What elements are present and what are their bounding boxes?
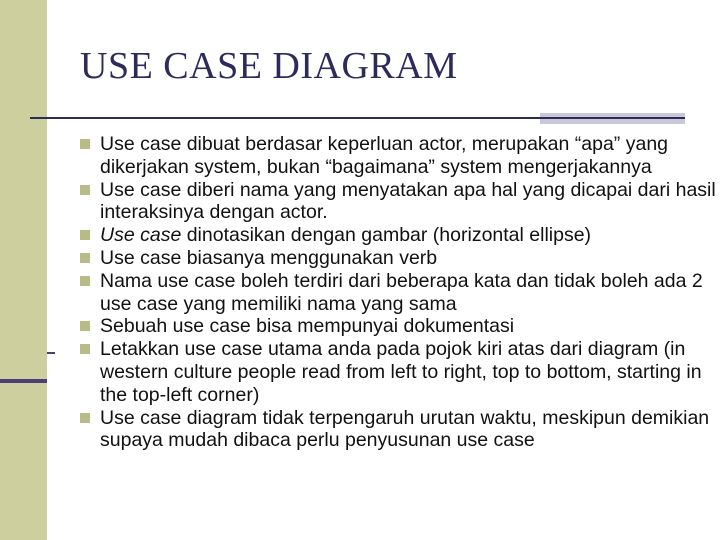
bullet-italic-text: Use case [100,224,182,247]
bullet-item [78,407,718,453]
bullet-item [78,224,718,247]
bullet-item [78,133,718,179]
band-accent-mark [0,379,47,383]
square-bullet-icon [80,276,90,286]
bullet-text: Use case dibuat berdasar keperluan actor, merupakan “apa” yang dikerjakan system, bukan “bagaimana” system mengerjakannya [100,133,669,178]
left-decorative-band [0,0,47,540]
slide-title: USE CASE DIAGRAM [80,45,458,87]
bullet-list [78,133,718,452]
bullet-text: dinotasikan dengan gambar (horizontal ellipse) [181,224,592,247]
side-accent-line [47,352,55,354]
bullet-text: Nama use case boleh terdiri dari beberapa kata dan tidak boleh ada 2 use case yang memiliki nama yang sama [100,269,703,315]
bullet-text: Use case diberi nama yang menyatakan apa hal yang dicapai dari hasil interaksinya dengan actor. [100,178,716,224]
title-divider [30,117,540,119]
bullet-item [78,315,718,338]
bullet-text: Sebuah use case bisa mempunyai dokumentasi [100,315,515,338]
title-divider-accent-line [540,117,685,119]
square-bullet-icon [80,139,90,149]
bullet-item [78,247,718,270]
bullet-text: Use case biasanya menggunakan verb [100,246,438,269]
bullet-item [78,270,718,316]
bullet-text: Use case diagram tidak terpengaruh urutan waktu, meskipun demikian supaya mudah dibaca perlu penyusunan use case [100,406,710,452]
square-bullet-icon [80,344,90,354]
square-bullet-icon [80,321,90,331]
square-bullet-icon [80,185,90,195]
square-bullet-icon [80,413,90,423]
bullet-item [78,179,718,225]
square-bullet-icon [80,230,90,240]
bullet-item [78,338,718,406]
bullet-text: Letakkan use case utama anda pada pojok kiri atas dari diagram (in western culture people read from left to right, top to bottom, starting in the top-left corner) [100,338,702,406]
square-bullet-icon [80,253,90,263]
